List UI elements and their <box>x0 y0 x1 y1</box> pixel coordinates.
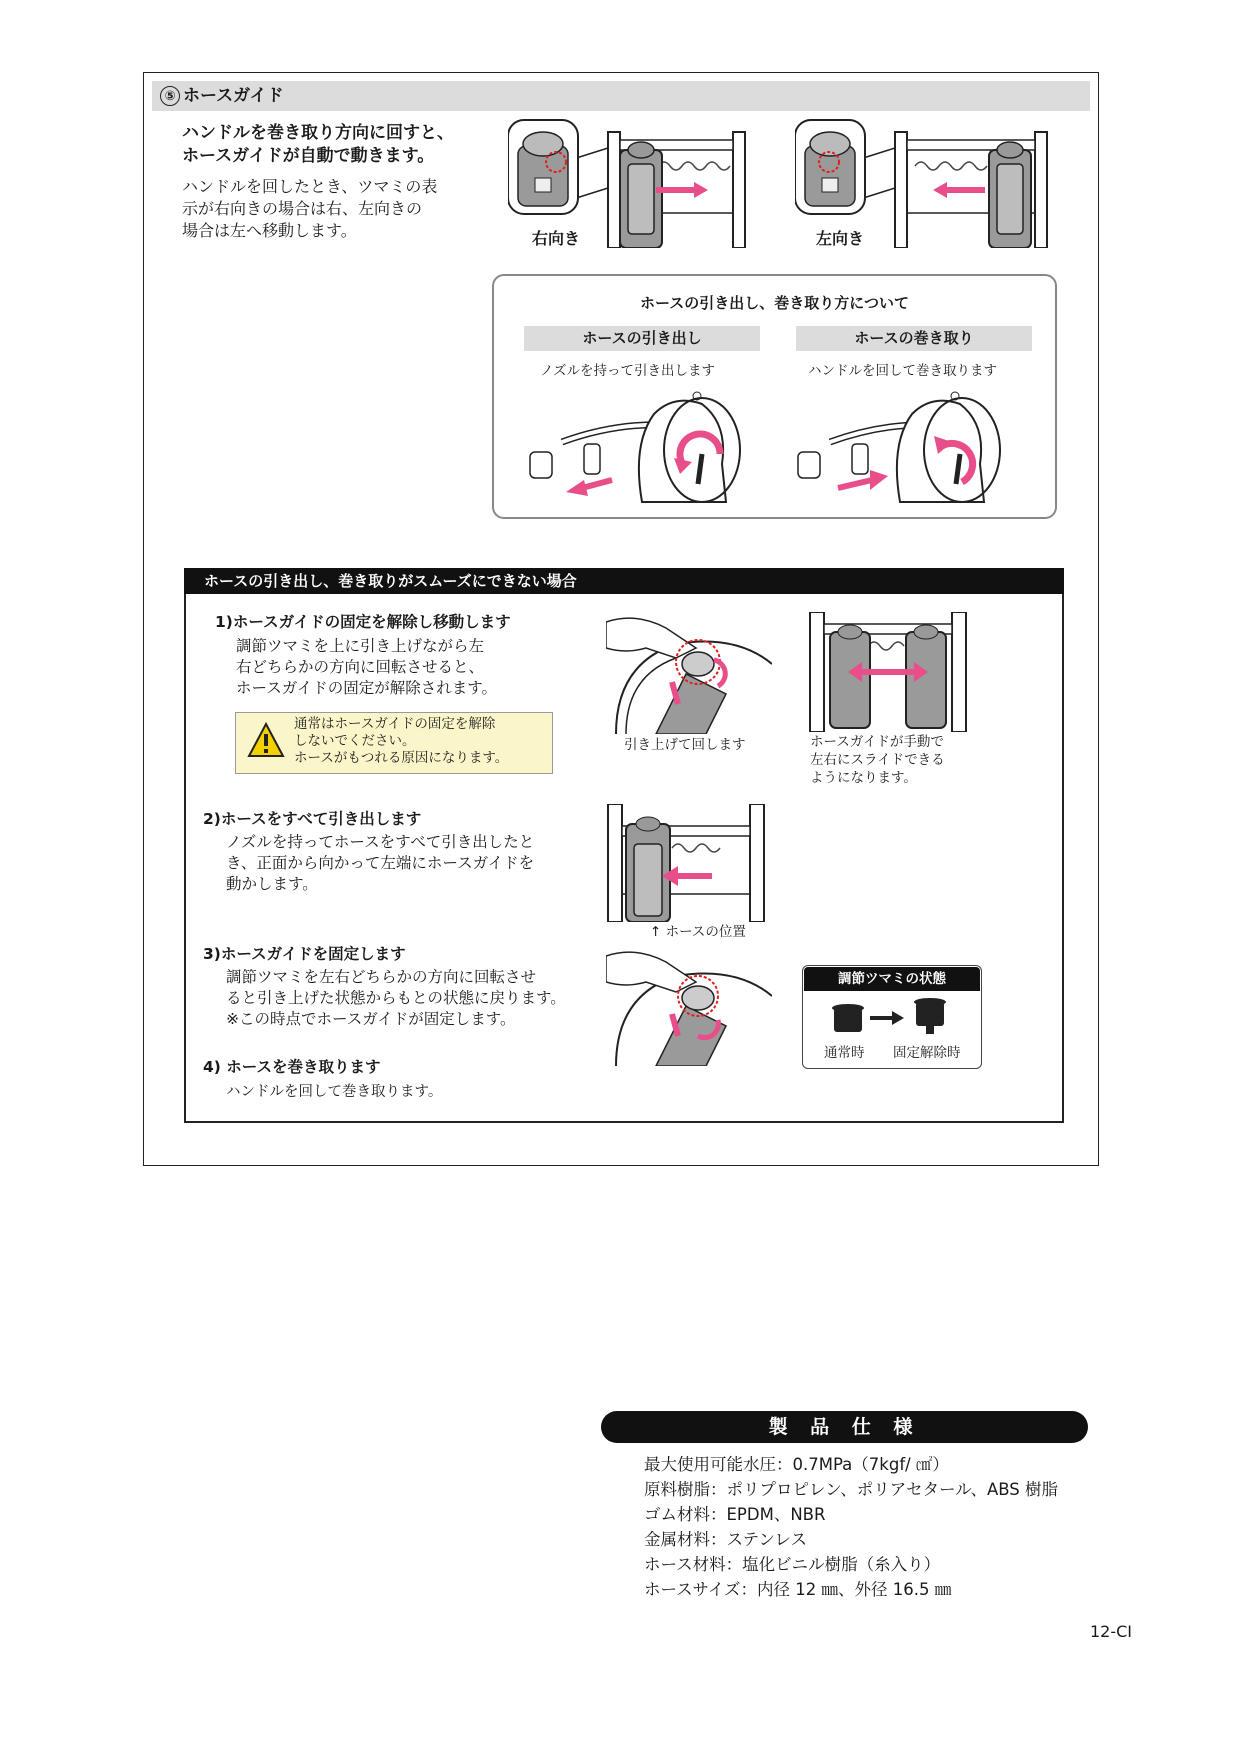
warning-line: ホースがもつれる原因になります。 <box>294 750 509 766</box>
caption-left: 左向き <box>816 229 865 248</box>
step3-text-line: ※この時点でホースガイドが固定します。 <box>226 1010 516 1028</box>
specs-heading: 製 品 仕 様 <box>601 1411 1088 1443</box>
lift-knob-illustration <box>606 614 772 734</box>
pull-heading: ホースの引き出し <box>524 326 760 351</box>
step2-text-line: 動かします。 <box>226 875 318 893</box>
step1-title: 1)ホースガイドの固定を解除し移動します <box>215 613 511 631</box>
manual-slide-illustration <box>808 612 968 732</box>
caption-slide-line: ホースガイドが手動で <box>810 734 944 750</box>
wind-heading: ホースの巻き取り <box>796 326 1032 351</box>
step2-text <box>226 832 534 895</box>
step1-text-line: 調節ツマミを上に引き上げながら左 <box>236 637 485 655</box>
caption-right: 右向き <box>532 229 581 248</box>
spec-line: 最大使用可能水圧：0.7MPa（7kgf/ ㎠） <box>644 1455 949 1474</box>
page-number: 12-CI <box>1090 1622 1133 1641</box>
step2-text-line: ノズルを持ってホースをすべて引き出したと <box>226 833 535 851</box>
lead-bold-line: ハンドルを巻き取り方向に回すと、 <box>182 123 454 143</box>
caption-slide <box>810 733 945 787</box>
hose-position-illustration <box>606 804 766 922</box>
step4-title: 4) ホースを巻き取ります <box>203 1058 381 1076</box>
knob-released-label: 固定解除時 <box>893 1045 961 1061</box>
spec-line: ホースサイズ：内径 12 ㎜、外径 16.5 ㎜ <box>644 1580 952 1599</box>
caption-position <box>650 920 746 940</box>
caption-slide-line: ようになります。 <box>810 770 917 786</box>
step2-text-line: き、正面から向かって左端にホースガイドを <box>226 854 535 872</box>
step3-text-line: 調節ツマミを左右どちらかの方向に回転させ <box>226 968 537 986</box>
step2-title: 2)ホースをすべて引き出します <box>203 810 422 828</box>
lead-text <box>182 176 437 242</box>
up-arrow-icon: ↑ <box>650 924 662 940</box>
spec-line: 原料樹脂：ポリプロピレン、ポリアセタール、ABS 樹脂 <box>644 1480 1058 1499</box>
step4-text: ハンドルを回して巻き取ります。 <box>226 1084 443 1100</box>
hose-pull-illustration <box>522 384 772 506</box>
wind-text: ハンドルを回して巻き取ります <box>808 363 997 379</box>
caption-lift: 引き上げて回します <box>624 737 746 753</box>
lead-text-line: ハンドルを回したとき、ツマミの表 <box>182 177 438 196</box>
info-box-title: ホースの引き出し、巻き取り方について <box>640 294 909 312</box>
step1-text-line: 右どちらかの方向に回転させると、 <box>236 658 485 676</box>
pull-text: ノズルを持って引き出します <box>540 363 715 379</box>
spec-line: ホース材料：塩化ビニル樹脂（糸入り） <box>644 1555 941 1574</box>
caption-slide-line: 左右にスライドできる <box>810 752 945 768</box>
lead-text-line: 示が右向きの場合は右、左向きの <box>182 199 423 218</box>
step3-text-line: ると引き上げた状態からもとの状態に戻ります。 <box>226 989 566 1007</box>
section-number: ⑤ <box>160 86 180 106</box>
warning-text <box>294 716 508 767</box>
warning-line: しないでください。 <box>294 733 416 749</box>
lead-text-line: 場合は左へ移動します。 <box>182 221 357 240</box>
specs-list <box>644 1452 1058 1602</box>
lead-bold-line: ホースガイドが自動で動きます。 <box>182 146 435 166</box>
warning-icon <box>247 722 285 758</box>
step1-text-line: ホースガイドの固定が解除されます。 <box>236 679 498 697</box>
lead-bold <box>182 122 454 168</box>
spec-line: ゴム材料：EPDM、NBR <box>644 1505 826 1524</box>
section-title: ホースガイド <box>183 86 284 106</box>
step3-text <box>226 967 566 1030</box>
hose-wind-illustration <box>790 384 1040 506</box>
knob-state-title: 調節ツマミの状態 <box>804 967 980 991</box>
caption-position-text: ホースの位置 <box>665 924 746 940</box>
step3-title: 3)ホースガイドを固定します <box>203 945 406 963</box>
warning-line: 通常はホースガイドの固定を解除 <box>294 716 496 732</box>
step1-text <box>236 636 497 699</box>
trouble-title: ホースの引き出し、巻き取りがスムーズにできない場合 <box>184 568 1064 594</box>
fix-knob-illustration <box>606 950 772 1066</box>
knob-state-icon <box>828 998 960 1036</box>
section-header <box>152 81 1090 111</box>
spec-line: 金属材料：ステンレス <box>644 1530 807 1549</box>
knob-normal-label: 通常時 <box>824 1045 865 1061</box>
